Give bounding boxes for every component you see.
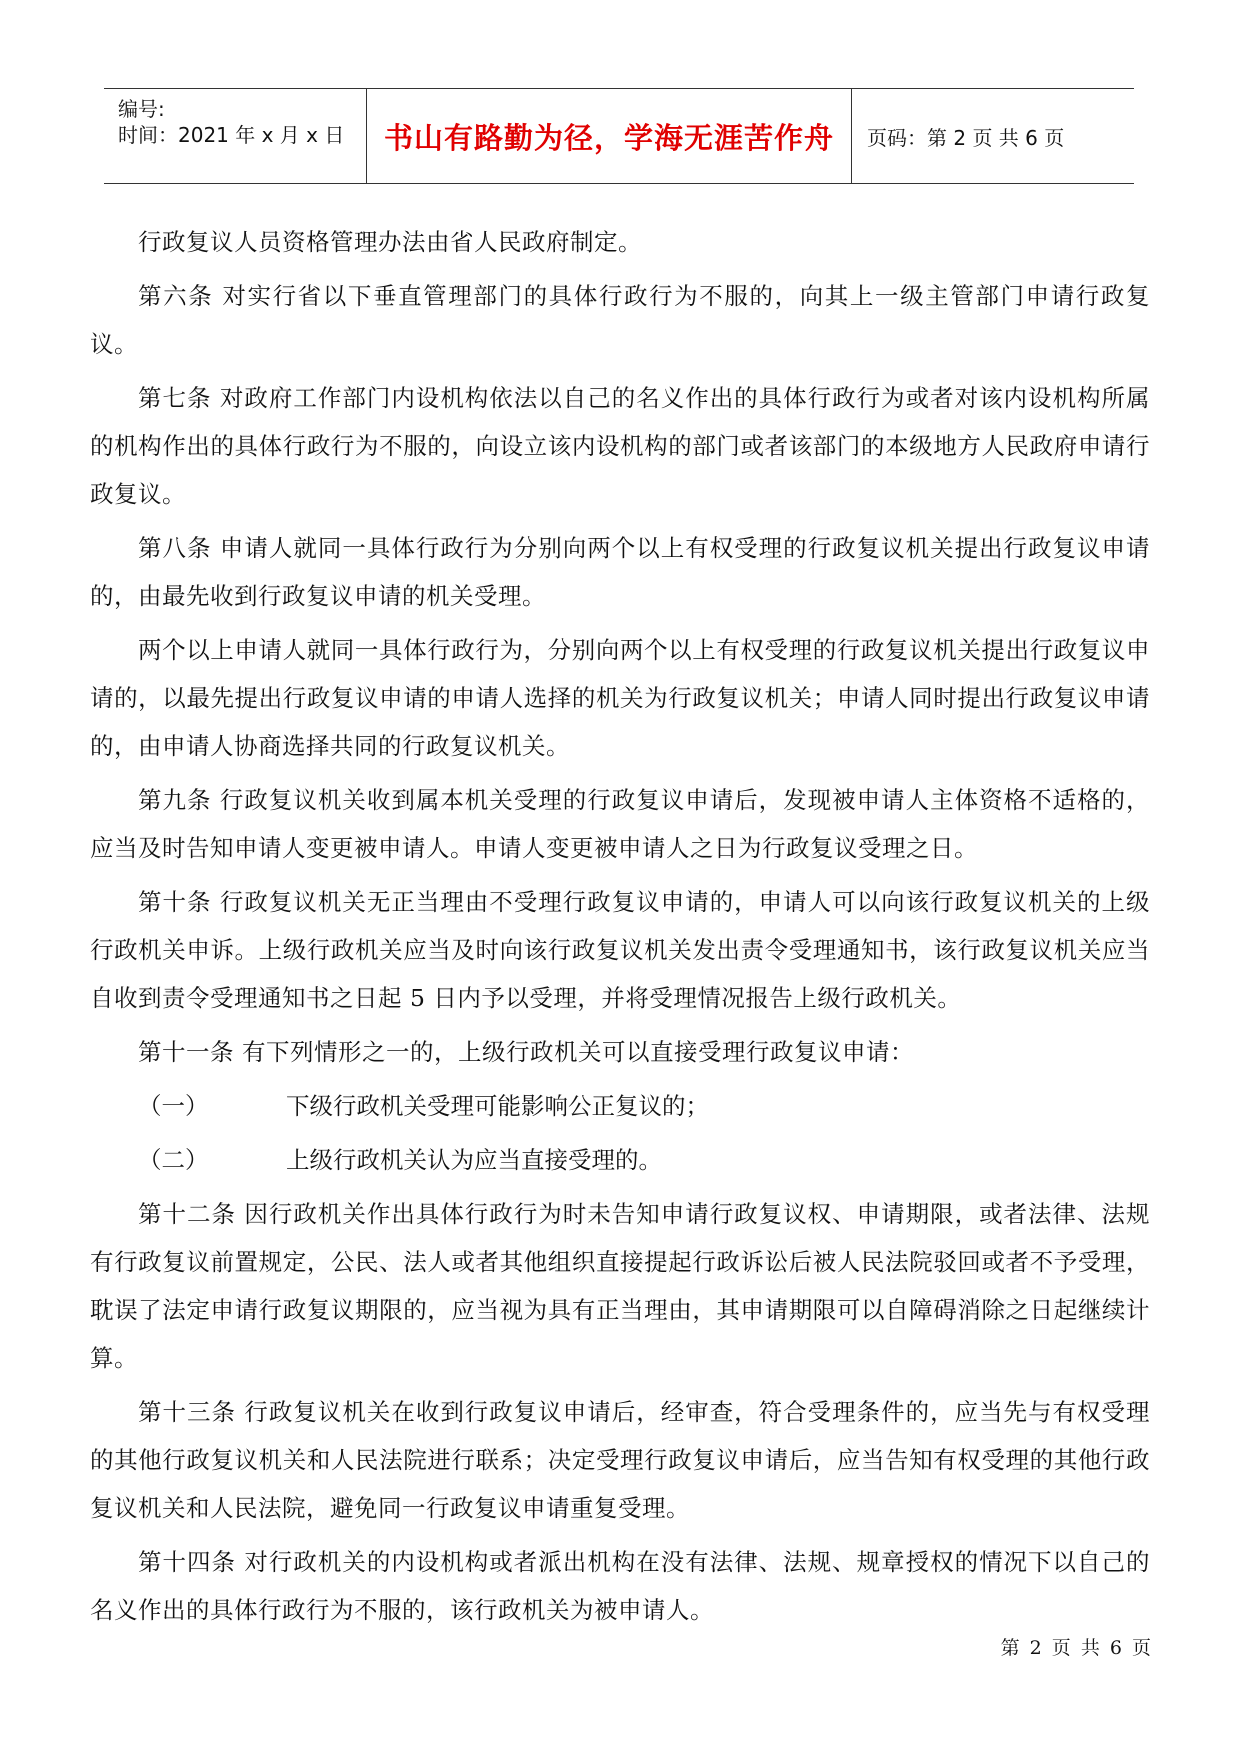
header-info-cell bbox=[104, 89, 367, 183]
article-7-paragraph: 第七条 对政府工作部门内设机构依法以自己的名义作出的具体行政行为或者对该内设机构所属的机构作出的具体行政行为不服的，向设立该内设机构的部门或者该部门的本级地方人民政府申请行政复议。 bbox=[90, 384, 1150, 508]
article-9-paragraph: 第九条 行政复议机关收到属本机关受理的行政复议申请后，发现被申请人主体资格不适格的，应当及时告知申请人变更被申请人。申请人变更被申请人之日为行政复议受理之日。 bbox=[90, 786, 1150, 862]
header-motto: 书山有路勤为径，学海无涯苦作舟 bbox=[383, 120, 834, 155]
list-item-text: 下级行政机关受理可能影响公正复议的； bbox=[286, 1092, 709, 1120]
page-header bbox=[104, 88, 1134, 184]
document-time-label: 时间：2021 年 x 月 x 日 bbox=[118, 123, 345, 147]
page-footer-number: 第 2 页 共 6 页 bbox=[1000, 1637, 1151, 1659]
body-paragraph: 行政复议人员资格管理办法由省人民政府制定。 bbox=[138, 228, 642, 256]
article-10-paragraph: 第十条 行政复议机关无正当理由不受理行政复议申请的，申请人可以向该行政复议机关的上级行政机关申诉。上级行政机关应当及时向该行政复议机关发出责令受理通知书，该行政复议机关应当自收到责令受理通知书之日起 5 日内予以受理，并将受理情况报告上级行政机关。 bbox=[90, 888, 1150, 1012]
list-item-text: 上级行政机关认为应当直接受理的。 bbox=[286, 1146, 662, 1174]
list-item-marker: （二） bbox=[138, 1146, 209, 1174]
article-11-paragraph: 第十一条 有下列情形之一的，上级行政机关可以直接受理行政复议申请： bbox=[138, 1038, 914, 1066]
article-14-paragraph: 第十四条 对行政机关的内设机构或者派出机构在没有法律、法规、规章授权的情况下以自己的名义作出的具体行政行为不服的，该行政机关为被申请人。 bbox=[90, 1548, 1150, 1624]
header-page-cell bbox=[853, 89, 1134, 183]
document-number-label: 编号: bbox=[118, 97, 165, 121]
article-13-paragraph: 第十三条 行政复议机关在收到行政复议申请后，经审查，符合受理条件的，应当先与有权受理的其他行政复议机关和人民法院进行联系；决定受理行政复议申请后，应当告知有权受理的其他行政复议机关和人民法院，避免同一行政复议申请重复受理。 bbox=[90, 1398, 1150, 1522]
list-item-marker: （一） bbox=[138, 1092, 209, 1120]
article-6-paragraph: 第六条 对实行省以下垂直管理部门的具体行政行为不服的，向其上一级主管部门申请行政复议。 bbox=[90, 282, 1150, 358]
header-motto-cell bbox=[367, 89, 852, 183]
list-item bbox=[90, 1136, 1150, 1184]
list-item bbox=[90, 1082, 1150, 1130]
article-8-paragraph: 第八条 申请人就同一具体行政行为分别向两个以上有权受理的行政复议机关提出行政复议申请的，由最先收到行政复议申请的机关受理。 bbox=[90, 534, 1150, 610]
header-page-code: 页码：第 2 页 共 6 页 bbox=[867, 125, 1065, 150]
article-8-paragraph-2: 两个以上申请人就同一具体行政行为，分别向两个以上有权受理的行政复议机关提出行政复议申请的，以最先提出行政复议申请的申请人选择的机关为行政复议机关；申请人同时提出行政复议申请的，由申请人协商选择共同的行政复议机关。 bbox=[90, 636, 1150, 760]
article-12-paragraph: 第十二条 因行政机关作出具体行政行为时未告知申请行政复议权、申请期限，或者法律、法规有行政复议前置规定，公民、法人或者其他组织直接提起行政诉讼后被人民法院驳回或者不予受理，耽误了法定申请行政复议期限的，应当视为具有正当理由，其申请期限可以自障碍消除之日起继续计算。 bbox=[90, 1200, 1150, 1372]
document-body bbox=[90, 218, 1150, 1640]
